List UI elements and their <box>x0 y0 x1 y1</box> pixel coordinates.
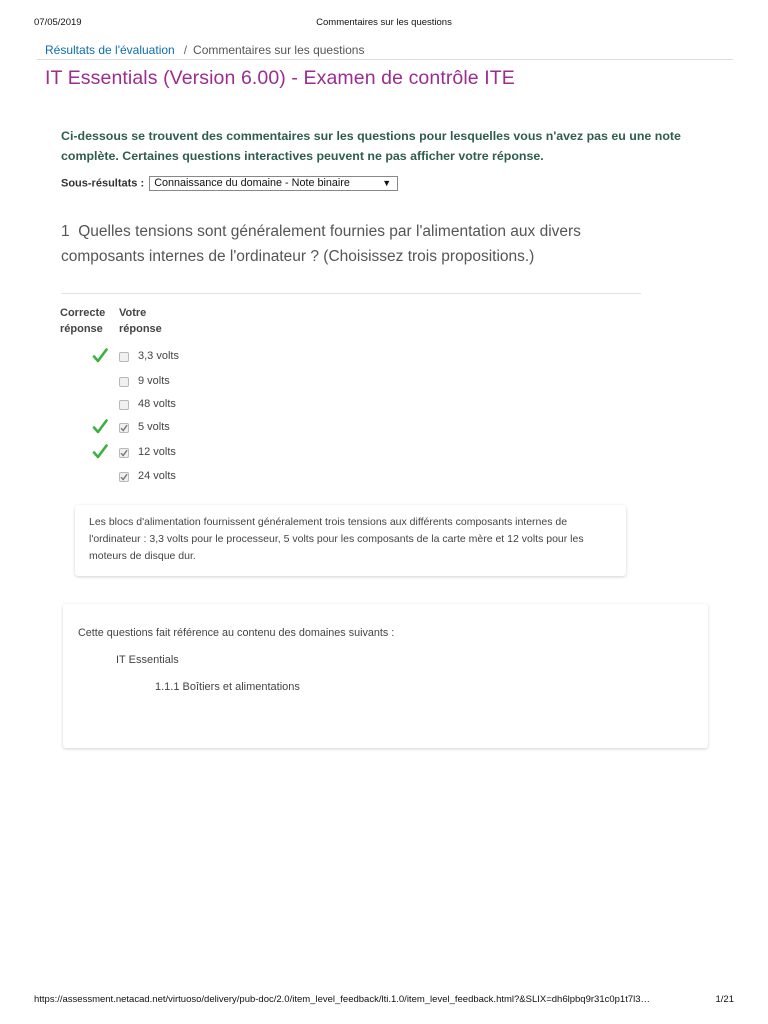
answer-row <box>0 377 400 397</box>
answer-label: 9 volts <box>138 375 170 387</box>
answer-row <box>0 400 400 420</box>
checkmark-icon <box>120 473 128 481</box>
correct-check-icon <box>91 418 109 436</box>
reference-card <box>63 604 708 748</box>
print-header <box>0 17 768 31</box>
column-header-correct-line1: Correcte <box>60 307 106 319</box>
answer-row <box>0 472 400 492</box>
subresults-filter <box>61 176 398 191</box>
print-date: 07/05/2019 <box>34 17 82 28</box>
question-text <box>61 219 621 269</box>
answer-checkbox-checked[interactable] <box>119 472 129 482</box>
answer-checkbox[interactable] <box>119 377 129 387</box>
column-header-yours <box>119 305 162 337</box>
subresults-label: Sous-résultats : <box>61 177 145 190</box>
column-header-correct-line2: réponse <box>60 323 103 335</box>
print-url: https://assessment.netacad.net/virtuoso/delivery/pub-doc/2.0/item_level_feedback/lti.1.0/item_level_feedback.html?&SLIX=dh6lpbq9r31c0p1t7l3… <box>34 994 651 1005</box>
reference-course: IT Essentials <box>116 654 179 666</box>
answer-label: 3,3 volts <box>138 350 179 362</box>
intro-text: Ci-dessous se trouvent des commentaires sur les questions pour lesquelles vous n'avez pas eu une note complète. Certaines questions interactives peuvent ne pas afficher votre réponse. <box>61 129 681 163</box>
breadcrumb <box>45 43 364 57</box>
subresults-select[interactable] <box>149 176 398 191</box>
print-page-number: 1/21 <box>715 994 734 1005</box>
answer-checkbox[interactable] <box>119 400 129 410</box>
correct-check-icon <box>91 347 109 365</box>
answer-row <box>0 352 400 372</box>
column-header-yours-line2: réponse <box>119 323 162 335</box>
answer-row <box>0 448 400 468</box>
breadcrumb-current: Commentaires sur les questions <box>193 43 365 57</box>
question-number: 1 <box>61 223 70 240</box>
answer-checkbox[interactable] <box>119 352 129 362</box>
checkmark-icon <box>120 424 128 432</box>
answer-label: 12 volts <box>138 446 176 458</box>
reference-topic: 1.1.1 Boîtiers et alimentations <box>155 681 300 693</box>
feedback-card <box>75 505 626 576</box>
checkmark-icon <box>120 449 128 457</box>
breadcrumb-link-results[interactable]: Résultats de l'évaluation <box>45 43 175 57</box>
header-divider <box>37 59 733 60</box>
page-title: IT Essentials (Version 6.00) - Examen de contrôle ITE <box>45 67 515 89</box>
question-divider <box>61 293 641 294</box>
print-title: Commentaires sur les questions <box>316 17 452 28</box>
answer-label: 24 volts <box>138 470 176 482</box>
feedback-text: Les blocs d'alimentation fournissent généralement trois tensions aux différents composants internes de l'ordinateur : 3,3 volts pour le processeur, 5 volts pour les composants de la carte mère et 12 volts pour les moteurs de disque dur. <box>89 516 584 562</box>
question-body: Quelles tensions sont généralement fournies par l'alimentation aux divers composants internes de l'ordinateur ? (Choisissez trois propositions.) <box>61 223 581 265</box>
column-header-correct <box>60 305 105 337</box>
answer-label: 48 volts <box>138 398 176 410</box>
answer-label: 5 volts <box>138 421 170 433</box>
answer-checkbox-checked[interactable] <box>119 423 129 433</box>
reference-intro: Cette questions fait référence au contenu des domaines suivants : <box>78 627 395 639</box>
print-footer <box>0 994 768 1008</box>
answer-checkbox-checked[interactable] <box>119 448 129 458</box>
column-header-yours-line1: Votre <box>119 307 147 319</box>
dropdown-arrow-icon: ▼ <box>382 178 392 188</box>
correct-check-icon <box>91 443 109 461</box>
subresults-selected-value: Connaissance du domaine - Note binaire <box>154 177 350 189</box>
breadcrumb-separator: / <box>183 43 188 57</box>
answer-row <box>0 423 400 443</box>
